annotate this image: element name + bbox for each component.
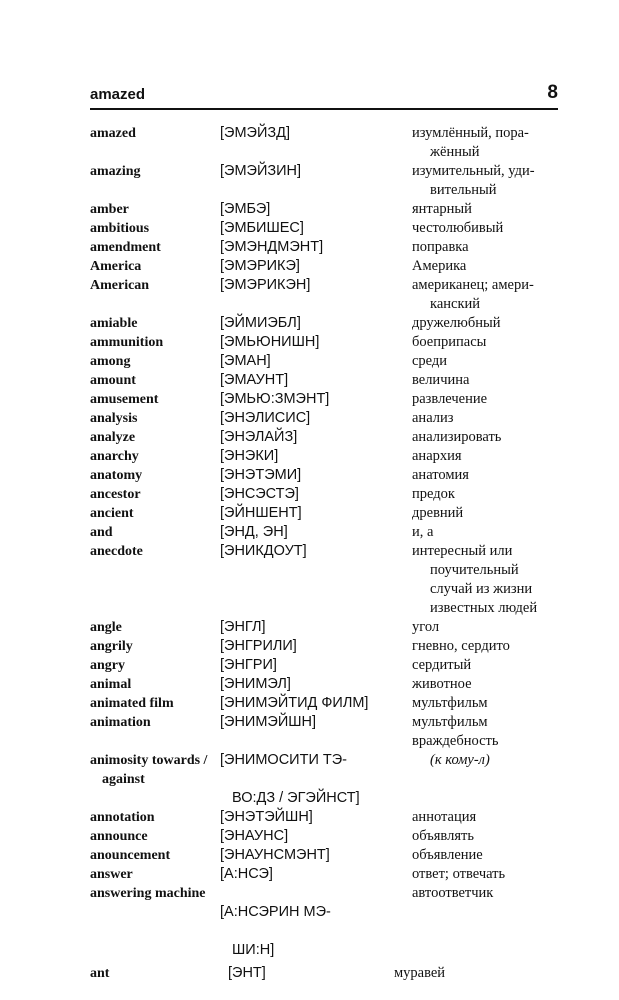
- entry-pronunciation: [ЭМАН]: [220, 353, 271, 369]
- entry-pronunciation: [ЭНИМЭЙШН]: [220, 714, 317, 730]
- entry-translation: гневно, сердито: [412, 638, 510, 654]
- entry-word: amber: [90, 202, 129, 217]
- entry-pronunciation: [ЭМАУНТ]: [220, 372, 289, 388]
- entry-annotation: [90, 808, 560, 827]
- entry-amendment: [90, 238, 560, 257]
- entry-word: amazing: [90, 164, 141, 179]
- entry-analysis: [90, 409, 560, 428]
- header-rule: [90, 108, 558, 110]
- entry-announce: [90, 827, 560, 846]
- entry-translation: [412, 124, 560, 162]
- entry-word: anarchy: [90, 449, 139, 464]
- entry-word: animation: [90, 715, 151, 730]
- entry-word: ancient: [90, 506, 134, 521]
- entry-pronunciation: [ЭМБИШЕС]: [220, 220, 304, 236]
- entry-translation: [412, 542, 560, 618]
- entry-pronunciation: [ЭНИКДОУТ]: [220, 543, 307, 559]
- pronunciation-line: [А:НСЭРИН МЭ-: [220, 904, 331, 920]
- entry-word: answer: [90, 867, 133, 882]
- entry-analyze: [90, 428, 560, 447]
- entry-word: angrily: [90, 639, 133, 654]
- entry-word: ammunition: [90, 335, 164, 350]
- pronunciation-line: ВО:ДЗ / ЭГЭЙНСТ]: [232, 790, 360, 806]
- entry-word: [90, 732, 220, 808]
- entry-word: anouncement: [90, 848, 171, 863]
- entry-pronunciation: [ЭЙМИЭБЛ]: [220, 315, 301, 331]
- entry-amazed: [90, 124, 560, 162]
- word-line: animosity towards /: [90, 753, 208, 768]
- entry-word: analysis: [90, 411, 138, 426]
- entry-translation: [412, 162, 560, 200]
- entry-pronunciation: [А:НСЭ]: [220, 866, 273, 882]
- entry-word: ambitious: [90, 221, 150, 236]
- entry-pronunciation: [ЭНТ]: [228, 965, 266, 981]
- entry-pronunciation: [220, 884, 412, 960]
- translation-line: канский: [430, 296, 481, 312]
- entry-word: amazed: [90, 126, 136, 141]
- entry-pronunciation: [ЭНАУНС]: [220, 828, 289, 844]
- entry-animal: [90, 675, 560, 694]
- entry-word: annotation: [90, 810, 155, 825]
- word-line: against: [102, 772, 145, 787]
- entry-translation: мультфильм: [412, 714, 488, 730]
- entry-pronunciation: [ЭМЬЮНИШН]: [220, 334, 320, 350]
- entry-pronunciation: [ЭМЬЮ:ЗМЭНТ]: [220, 391, 330, 407]
- entry-translation: развлечение: [412, 391, 488, 407]
- entry-translation: ответ; отвечать: [412, 866, 506, 882]
- entry-word: and: [90, 525, 113, 540]
- translation-line: поучительный: [430, 562, 519, 578]
- entry-pronunciation: [ЭНД, ЭН]: [220, 524, 288, 540]
- translation-line: интересный или: [412, 543, 513, 559]
- entry-among: [90, 352, 560, 371]
- dictionary-entries: [90, 124, 560, 983]
- entry-translation: угол: [412, 619, 440, 635]
- entry-word: American: [90, 278, 150, 293]
- entry-translation: Америка: [412, 258, 467, 274]
- guide-word: amazed: [90, 86, 146, 103]
- running-header: [90, 82, 558, 108]
- entry-pronunciation: [ЭМЭЙЗД]: [220, 125, 290, 141]
- entry-amber: [90, 200, 560, 219]
- pronunciation-line: [ЭНИМОСИТИ ТЭ-: [220, 752, 348, 768]
- entry-and: [90, 523, 560, 542]
- entry-answering-machine: [90, 884, 560, 960]
- entry-translation: объявлять: [412, 828, 474, 844]
- entry-pronunciation: [ЭНЭЛАЙЗ]: [220, 429, 298, 445]
- entry-pronunciation: [ЭМЭЙЗИН]: [220, 163, 302, 179]
- entry-translation: [412, 732, 560, 770]
- entry-word: amount: [90, 373, 136, 388]
- entry-angle: [90, 618, 560, 637]
- entry-translation: анализ: [412, 410, 454, 426]
- entry-translation: среди: [412, 353, 448, 369]
- translation-line: случай из жизни: [430, 581, 533, 597]
- translation-line: изумительный, уди-: [412, 163, 535, 179]
- translation-line: американец; амери-: [412, 277, 534, 293]
- entry-translation: дружелюбный: [412, 315, 501, 331]
- entry-word: amendment: [90, 240, 161, 255]
- entry-translation: анализировать: [412, 429, 502, 445]
- entry-pronunciation: [ЭМЭРИКЭ]: [220, 258, 300, 274]
- translation-line: известных людей: [430, 600, 538, 616]
- entry-pronunciation: [ЭНГРИ]: [220, 657, 277, 673]
- entry-american: [90, 276, 560, 314]
- entry-translation: и, а: [412, 524, 434, 540]
- entry-translation: предок: [412, 486, 455, 502]
- entry-word: analyze: [90, 430, 136, 445]
- entry-translation: древний: [412, 505, 464, 521]
- entry-translation: сердитый: [412, 657, 472, 673]
- entry-word: animated film: [90, 696, 174, 711]
- entry-ambitious: [90, 219, 560, 238]
- entry-pronunciation: [ЭМЭРИКЭН]: [220, 277, 311, 293]
- entry-ancient: [90, 504, 560, 523]
- translation-line: (к кому-л): [430, 752, 490, 768]
- entry-word: anecdote: [90, 544, 143, 559]
- entry-translation: анатомия: [412, 467, 469, 483]
- entry-word: ancestor: [90, 487, 141, 502]
- entry-translation: автоответчик: [412, 885, 494, 901]
- entry-pronunciation: [ЭМЭНДМЭНТ]: [220, 239, 324, 255]
- entry-word: amusement: [90, 392, 159, 407]
- entry-pronunciation: [ЭЙНШЕНТ]: [220, 505, 302, 521]
- entry-translation: величина: [412, 372, 470, 388]
- entry-translation: янтарный: [412, 201, 472, 217]
- entry-pronunciation: [ЭНЭКИ]: [220, 448, 279, 464]
- entry-anatomy: [90, 466, 560, 485]
- entry-pronunciation: [ЭНЭТЭЙШН]: [220, 809, 313, 825]
- entry-animation: [90, 713, 560, 732]
- entry-pronunciation: [ЭНИМЭЛ]: [220, 676, 291, 692]
- entry-translation: [412, 276, 560, 314]
- entry-translation: мультфильм: [412, 695, 488, 711]
- entry-america: [90, 257, 560, 276]
- entry-ancestor: [90, 485, 560, 504]
- translation-line: жённый: [430, 144, 480, 160]
- page-number: 8: [547, 82, 558, 103]
- translation-line: изумлённый, пора-: [412, 125, 529, 141]
- entry-pronunciation: [ЭНАУНСМЭНТ]: [220, 847, 330, 863]
- entry-translation: поправка: [412, 239, 469, 255]
- entry-amiable: [90, 314, 560, 333]
- entry-word: announce: [90, 829, 148, 844]
- entry-angrily: [90, 637, 560, 656]
- entry-word: ant: [90, 966, 110, 981]
- entry-amount: [90, 371, 560, 390]
- entry-pronunciation: [ЭНИМЭЙТИД ФИЛМ]: [220, 695, 369, 711]
- entry-angry: [90, 656, 560, 675]
- entry-ant: [90, 964, 560, 983]
- entry-pronunciation: [220, 732, 412, 808]
- entry-translation: боеприпасы: [412, 334, 487, 350]
- entry-pronunciation: [ЭНЭЛИСИС]: [220, 410, 311, 426]
- entry-amusement: [90, 390, 560, 409]
- entry-translation: животное: [412, 676, 472, 692]
- entry-answer: [90, 865, 560, 884]
- translation-line: враждебность: [412, 733, 499, 749]
- entry-anecdote: [90, 542, 560, 618]
- entry-word: America: [90, 259, 142, 274]
- entry-pronunciation: [ЭМБЭ]: [220, 201, 271, 217]
- entry-pronunciation: [ЭНГЛ]: [220, 619, 266, 635]
- entry-word: animal: [90, 677, 132, 692]
- entry-pronunciation: [ЭНГРИЛИ]: [220, 638, 297, 654]
- entry-animated-film: [90, 694, 560, 713]
- entry-word: angry: [90, 658, 125, 673]
- entry-word: among: [90, 354, 131, 369]
- pronunciation-line: ШИ:Н]: [232, 942, 275, 958]
- entry-word: angle: [90, 620, 122, 635]
- entry-word: answering machine: [90, 886, 206, 901]
- entry-translation: объявление: [412, 847, 483, 863]
- entry-word: amiable: [90, 316, 138, 331]
- entry-translation: анархия: [412, 448, 462, 464]
- entry-word: anatomy: [90, 468, 143, 483]
- entry-anouncement: [90, 846, 560, 865]
- entry-translation: муравей: [394, 965, 446, 981]
- entry-anarchy: [90, 447, 560, 466]
- entry-ammunition: [90, 333, 560, 352]
- entry-pronunciation: [ЭНСЭСТЭ]: [220, 486, 299, 502]
- entry-translation: честолюбивый: [412, 220, 504, 236]
- entry-translation: аннотация: [412, 809, 477, 825]
- entry-animosity: [90, 732, 560, 808]
- translation-line: вительный: [430, 182, 497, 198]
- entry-pronunciation: [ЭНЭТЭМИ]: [220, 467, 302, 483]
- entry-amazing: [90, 162, 560, 200]
